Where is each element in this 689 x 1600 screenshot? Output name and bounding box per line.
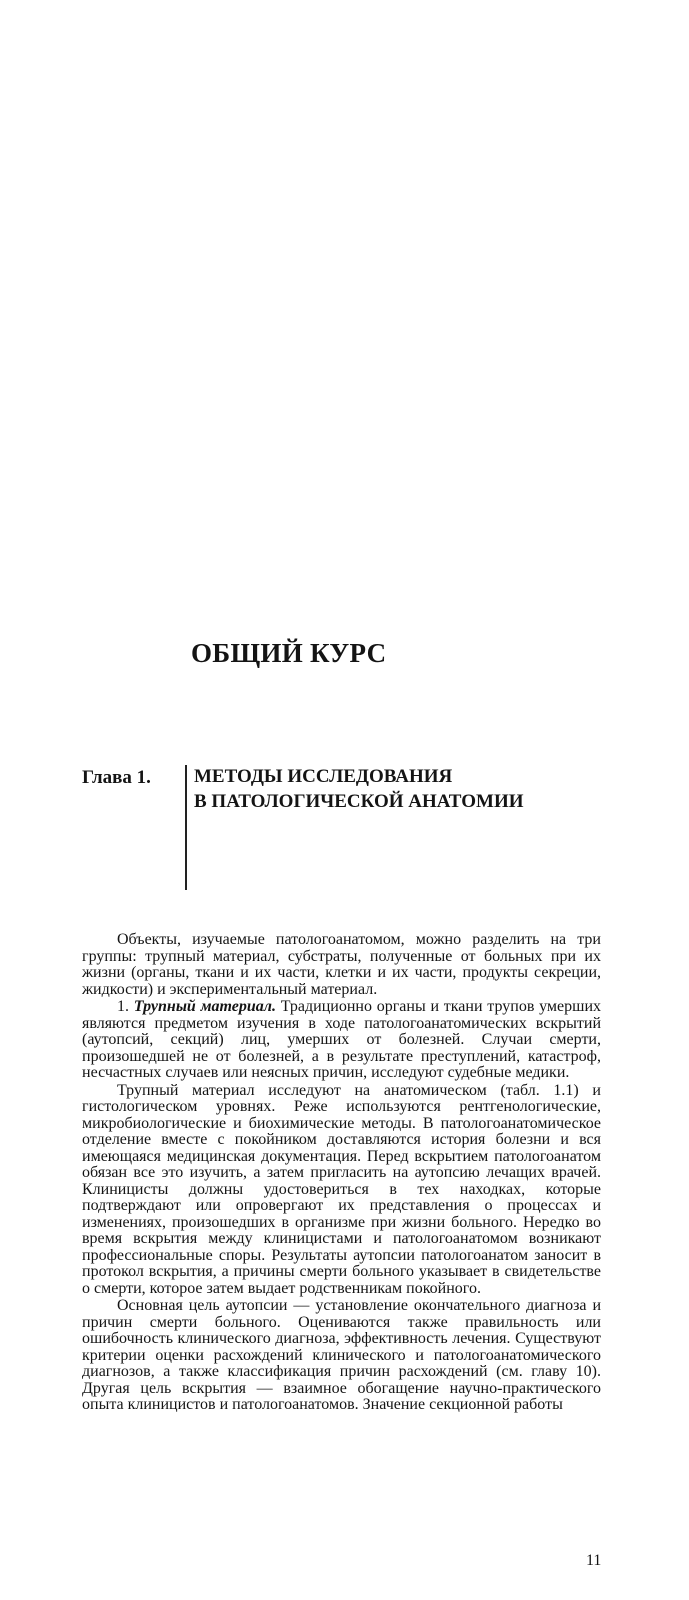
chapter-title	[194, 764, 524, 814]
paragraph-text: Традиционно органы и ткани трупов умерших являются предметом изучения в ходе патологоанатомических вскрытий (аутопсий, секций) лиц, умерших от болезней. Случаи смерти, произошедшей не от болезней, а в результате преступлений, катастроф, несчастных случаев или неясных причин, исследуют судебные медики.	[82, 998, 602, 1081]
section-lead-heading: Трупный материал.	[133, 998, 276, 1015]
page-number: 11	[586, 1552, 602, 1569]
chapter-title-line-1: МЕТОДЫ ИССЛЕДОВАНИЯ	[194, 766, 453, 787]
paragraph-examination-levels: Трупный материал исследуют на анатомическом (табл. 1.1) и гистологическом уровнях. Реже используются рентгенологические, микробиологические и биохимические методы. В патологоанатомическое отделение вместе с покойником доставляются история болезни и вся имеющаяся медицинская документация. Перед вскрытием патологоанатом обязан все это изучить, а затем пригласить на аутопсию лечащих врачей. Клиницисты должны удостовериться в тех находках, которые подтверждают или опровергают их представления о процессах и изменениях, произошедших в организме при жизни больного. Нередко во время вскрытия между клиницистами и патологоанатомом возникают профессиональные споры. Результаты аутопсии патологоанатом заносит в протокол вскрытия, а причины смерти больного указывает в свидетельстве о смерти, которое затем выдает родственникам покойного.	[82, 1081, 601, 1297]
list-number: 1.	[117, 998, 129, 1015]
paragraph-autopsy-goal: Основная цель аутопсии — установление окончательного диагноза и причин смерти больного. Оцениваются также правильность или ошибочность клинического диагноза, эффективность лечения. Существуют критерии оценки расхождений клинического и патологоанатомического диагнозов, а также классификация причин расхождений (см. главу 10). Другая цель вскрытия — взаимное обогащение научно-практического опыта клиницистов и патологоанатомов. Значение секционной работы	[82, 1297, 601, 1413]
part-title: ОБЩИЙ КУРС	[191, 638, 387, 668]
body-text	[82, 932, 601, 1415]
chapter-divider	[185, 765, 187, 890]
chapter-title-line-2: В ПАТОЛОГИЧЕСКОЙ АНАТОМИИ	[194, 791, 524, 812]
paragraph-cadaver-material	[82, 999, 601, 1082]
chapter-label: Глава 1.	[82, 767, 151, 788]
paragraph-intro: Объекты, изучаемые патологоанатомом, можно разделить на три группы: трупный материал, субстраты, полученные от больных при их жизни (органы, ткани и их части, клетки и их части, продукты секреции, жидкости) и экспериментальный материал.	[82, 931, 601, 998]
